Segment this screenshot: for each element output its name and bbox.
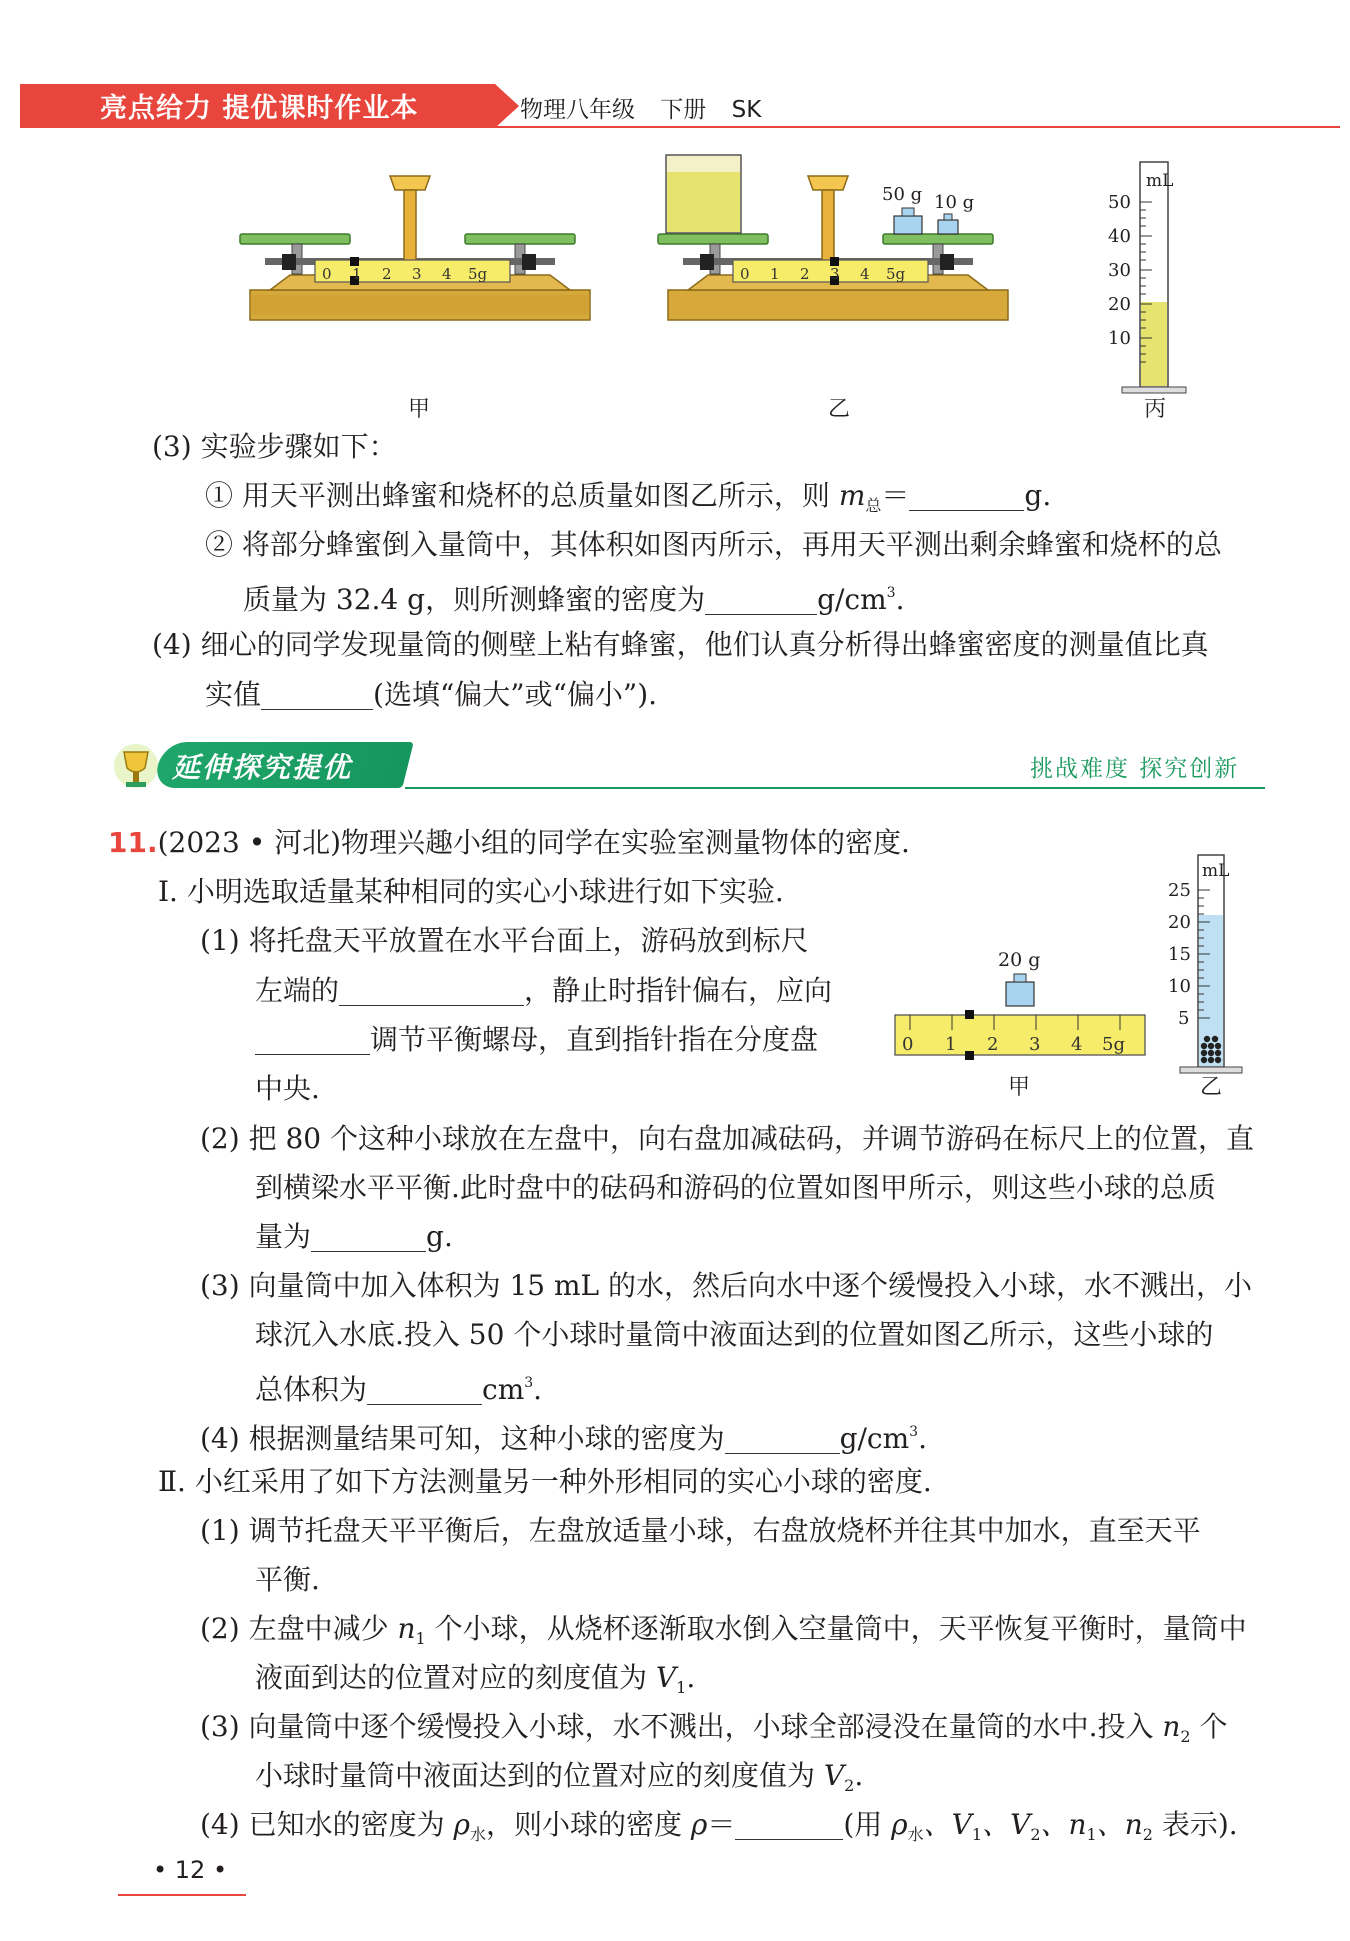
cylinder-tick-label: 20 (1108, 294, 1131, 315)
scale-tick-label: 1 (770, 265, 780, 283)
weight-label: 20 g (998, 949, 1041, 971)
section-subtitle: 挑战难度 探究创新 (1030, 756, 1240, 782)
q11-p2-3-line1: (3) 向量筒中逐个缓慢投入小球，水不溅出，小球全部浸没在量筒的水中.投入 $n_2$ 个 (200, 1710, 1228, 1746)
cylinder-tick-label: 50 (1108, 192, 1131, 213)
beam-scale-jia (895, 949, 1145, 1100)
scale-tick-label: 0 (740, 265, 750, 283)
q11-p1-3-line2: 球沉入水底.投入 50 个小球时量筒中液面达到的位置如图乙所示，这些小球的 (255, 1318, 1214, 1351)
q11-figures (890, 850, 1260, 1100)
answer-blank[interactable] (367, 1374, 482, 1405)
q4-line1: (4) 细心的同学发现量筒的侧壁上粘有蜂蜜，他们认真分析得出蜂蜜密度的测量值比真 (152, 628, 1209, 661)
weight-50g (894, 216, 922, 234)
scale-tick-label: 1 (945, 1034, 957, 1055)
q11-p2-3-line2: 小球时量筒中液面达到的位置对应的刻度值为 $V_2$. (255, 1759, 864, 1795)
section-title: 延伸探究提优 (172, 751, 353, 784)
scale-tick-label: 4 (1071, 1034, 1083, 1055)
cylinder-unit: mL (1202, 861, 1230, 881)
cylinder-tick-label: 5 (1178, 1008, 1190, 1029)
q11-p1-2-line3: 量为 g. (255, 1220, 453, 1253)
q11-p1-3-line3: 总体积为 $cm^3$. (255, 1373, 543, 1406)
question-number: 11. (108, 826, 158, 859)
q11-p1-1-line3: 调节平衡螺母，直到指针指在分度盘 (255, 1015, 818, 1064)
answer-blank[interactable] (311, 1221, 426, 1252)
scale-tick-label: 3 (1029, 1034, 1041, 1055)
weight-label: 50 g (882, 184, 923, 205)
cylinder-tick-label: 10 (1108, 328, 1131, 349)
cylinder-tick-label: 30 (1108, 260, 1131, 281)
q3-step1: ① 用天平测出蜂蜜和烧杯的总质量如图乙所示，则 $m_总= g$. (205, 479, 1052, 515)
honey-in-cylinder (1141, 302, 1167, 386)
scale-tick-label: 3 (412, 265, 422, 283)
figure-label-jia: 甲 (1008, 1075, 1031, 1100)
q11-p1-1-line1: (1) 将托盘天平放置在水平台面上，游码放到标尺 (200, 924, 809, 957)
answer-blank[interactable] (255, 1024, 370, 1055)
answer-blank[interactable] (909, 480, 1024, 511)
figure-label-yi: 乙 (828, 397, 851, 422)
right-pan (465, 234, 575, 244)
q11-p1-3-line1: (3) 向量筒中加入体积为 15 mL 的水，然后向水中逐个缓慢投入小球，水不溅出，小 (200, 1269, 1253, 1302)
answer-blank[interactable] (261, 679, 373, 710)
cylinder-tick-label: 40 (1108, 226, 1131, 247)
cylinder-unit: mL (1146, 171, 1174, 191)
q11-p1-1-line4: 中央. (255, 1072, 320, 1105)
q3-title: (3) 实验步骤如下： (152, 430, 397, 463)
q4-line2: 实值 (选填“偏大”或“偏小”). (205, 678, 658, 711)
top-figures (240, 150, 1174, 425)
header-rule (20, 126, 1340, 128)
q11-stem: 11.(2023 • 河北)物理兴趣小组的同学在实验室测量物体的密度. (108, 826, 910, 859)
q11-p2-1-line1: (1) 调节托盘天平平衡后，左盘放适量小球，右盘放烧杯并往其中加水，直至天平 (200, 1514, 1201, 1547)
weight-10g (938, 220, 958, 234)
figure-label-yi: 乙 (1200, 1075, 1223, 1100)
left-pan (240, 234, 350, 244)
answer-blank[interactable] (705, 584, 817, 615)
q3-step2-line1: ② 将部分蜂蜜倒入量筒中，其体积如图丙所示，再用天平测出剩余蜂蜜和烧杯的总 (205, 528, 1222, 561)
cylinder-tick-label: 10 (1168, 976, 1191, 997)
q11-p1-2-line1: (2) 把 80 个这种小球放在左盘中，向右盘加减砝码，并调节游码在标尺上的位置，直 (200, 1122, 1254, 1155)
section-rule (405, 787, 1265, 789)
cylinder-tick-label: 20 (1168, 912, 1191, 933)
scale-tick-label: 2 (987, 1034, 999, 1055)
scale-tick-label: 5g (1102, 1034, 1125, 1055)
weight-label: 10 g (934, 192, 975, 213)
cylinder-tick-label: 25 (1168, 880, 1191, 901)
answer-blank[interactable] (339, 975, 524, 1006)
scale-tick-label: 5g (886, 265, 906, 283)
q11-p1-1-line2: 左端的 ，静止时指针偏右，应向 (255, 974, 833, 1007)
q11-p2-1-line2: 平衡. (255, 1563, 320, 1596)
trophy-icon (108, 742, 164, 798)
q11-part2-title: Ⅱ. 小红采用了如下方法测量另一种外形相同的实心小球的密度. (158, 1465, 932, 1498)
honey (667, 172, 740, 232)
book-series-title: 亮点给力 提优课时作业本 (100, 93, 419, 124)
cylinder-bing (1108, 162, 1186, 422)
scale-tick-label: 2 (800, 265, 810, 283)
book-subject-info: 物理八年级 下册 SK (520, 97, 762, 123)
weight-20g (1006, 982, 1034, 1006)
scale-tick-label: 4 (442, 265, 452, 283)
q11-p2-4: (4) 已知水的密度为 $\rho_水$，则小球的密度 ρ＝ (用 $\rho_水$、$V_1$、$V_2$、$n_1$、$n_2$ 表示). (200, 1808, 1238, 1844)
q11-p2-2-line1: (2) 左盘中减少 $n_1$ 个小球，从烧杯逐渐取水倒入空量筒中，天平恢复平衡时，量筒中 (200, 1612, 1247, 1648)
figure-label-jia: 甲 (408, 397, 431, 422)
q11-p1-4: (4) 根据测量结果可知，这种小球的密度为 $g/cm^3$. (200, 1422, 927, 1455)
scale-tick-label: 0 (902, 1034, 914, 1055)
q11-part1-title: Ⅰ. 小明选取适量某种相同的实心小球进行如下实验. (158, 875, 784, 908)
page-number-rule (118, 1894, 246, 1896)
scale-tick-label: 3 (830, 265, 840, 283)
figure-label-bing: 丙 (1144, 397, 1167, 422)
q11-p1-2-line2: 到横梁水平平衡.此时盘中的砝码和游码的位置如图甲所示，则这些小球的总质 (255, 1171, 1216, 1204)
answer-blank[interactable] (725, 1423, 840, 1454)
page-number: • 12 • (153, 1856, 228, 1884)
q11-p2-2-line2: 液面到达的位置对应的刻度值为 $V_1$. (255, 1661, 696, 1697)
q3-step2-line2: 质量为 32.4 g，则所测蜂蜜的密度为 $g/cm^3$. (243, 583, 905, 616)
scale-tick-label: 4 (860, 265, 870, 283)
scale-tick-label: 0 (322, 265, 332, 283)
answer-blank[interactable] (735, 1809, 843, 1840)
scale-tick-label: 1 (352, 265, 362, 283)
balance-yi (658, 155, 1008, 422)
scale-tick-label: 2 (382, 265, 392, 283)
cylinder-tick-label: 15 (1168, 944, 1191, 965)
cylinder-yi (1168, 855, 1242, 1100)
balance-jia (240, 176, 590, 422)
scale-tick-label: 5g (468, 265, 488, 283)
scale-dial (390, 176, 430, 190)
